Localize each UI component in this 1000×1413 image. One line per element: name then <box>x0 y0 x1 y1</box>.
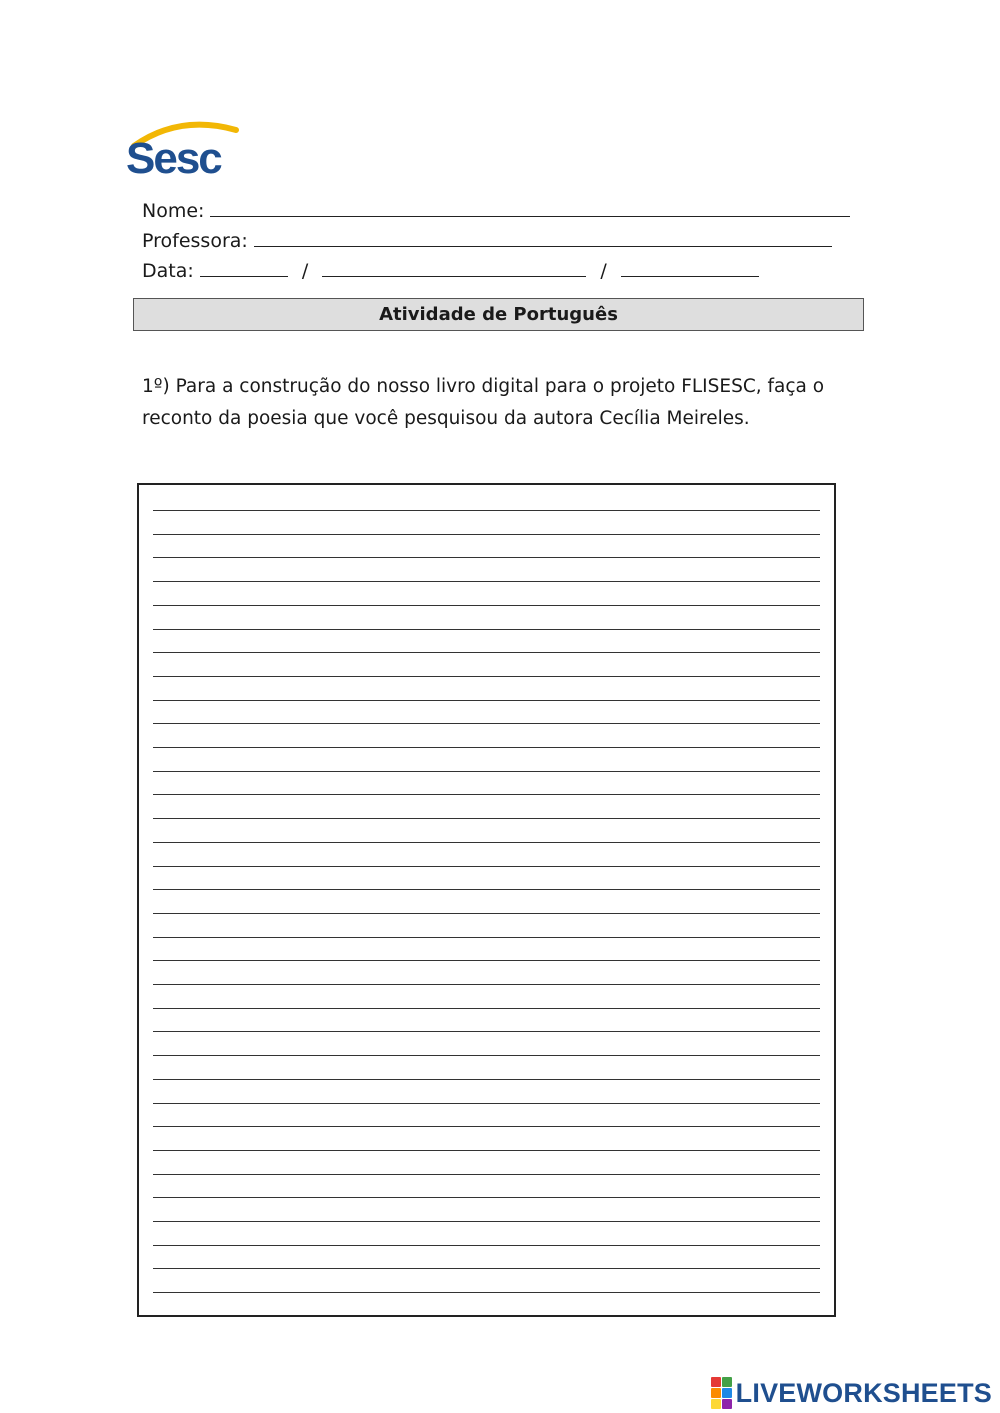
date-month-blank[interactable] <box>322 258 586 277</box>
date-separator: / <box>301 260 309 282</box>
answer-line[interactable] <box>153 1150 820 1151</box>
name-label: Nome: <box>142 200 205 222</box>
question-line-1: 1º) Para a construção do nosso livro digital para o projeto FLISESC, faça o <box>142 376 825 397</box>
answer-line[interactable] <box>153 818 820 819</box>
answer-line[interactable] <box>153 794 820 795</box>
question-line-2: reconto da poesia que você pesquisou da autora Cecília Meireles. <box>142 408 750 429</box>
answer-line[interactable] <box>153 676 820 677</box>
teacher-blank[interactable] <box>254 228 832 247</box>
liveworksheets-logo-icon <box>711 1377 732 1409</box>
answer-line[interactable] <box>153 913 820 914</box>
answer-line[interactable] <box>153 842 820 843</box>
question-text <box>142 371 862 435</box>
brand-tile <box>722 1399 732 1409</box>
answer-line[interactable] <box>153 889 820 890</box>
answer-line[interactable] <box>153 534 820 535</box>
answer-line[interactable] <box>153 1197 820 1198</box>
name-blank[interactable] <box>210 198 850 217</box>
answer-line[interactable] <box>153 747 820 748</box>
activity-title-bar <box>133 298 864 331</box>
answer-line[interactable] <box>153 984 820 985</box>
brand-tile <box>711 1399 721 1409</box>
date-field-row <box>142 258 759 283</box>
name-field-row <box>142 198 850 223</box>
answer-box[interactable] <box>137 483 836 1317</box>
brand-tile <box>711 1377 721 1387</box>
activity-title: Atividade de Português <box>379 304 618 325</box>
answer-line[interactable] <box>153 1055 820 1056</box>
answer-line[interactable] <box>153 1079 820 1080</box>
answer-line[interactable] <box>153 510 820 511</box>
answer-line[interactable] <box>153 1268 820 1269</box>
brand-tile <box>722 1388 732 1398</box>
answer-line[interactable] <box>153 1126 820 1127</box>
answer-line[interactable] <box>153 771 820 772</box>
sesc-logo-text: Sesc <box>126 134 221 180</box>
brand-tile <box>711 1388 721 1398</box>
answer-line[interactable] <box>153 629 820 630</box>
answer-line[interactable] <box>153 1292 820 1293</box>
answer-line[interactable] <box>153 1245 820 1246</box>
sesc-logo <box>124 116 242 180</box>
answer-line[interactable] <box>153 581 820 582</box>
answer-line[interactable] <box>153 605 820 606</box>
answer-line[interactable] <box>153 557 820 558</box>
answer-line[interactable] <box>153 960 820 961</box>
liveworksheets-brand <box>711 1377 992 1409</box>
answer-line[interactable] <box>153 1103 820 1104</box>
answer-line[interactable] <box>153 1031 820 1032</box>
sesc-logo-icon <box>124 116 242 180</box>
date-label: Data: <box>142 260 194 282</box>
date-year-blank[interactable] <box>621 258 759 277</box>
date-separator: / <box>600 260 607 282</box>
teacher-label: Professora: <box>142 230 248 252</box>
answer-line[interactable] <box>153 652 820 653</box>
answer-line[interactable] <box>153 1221 820 1222</box>
brand-tile <box>722 1377 732 1387</box>
answer-line[interactable] <box>153 866 820 867</box>
answer-line[interactable] <box>153 700 820 701</box>
date-day-blank[interactable] <box>200 258 288 277</box>
liveworksheets-text: LIVEWORKSHEETS <box>735 1377 992 1408</box>
answer-line[interactable] <box>153 723 820 724</box>
answer-line[interactable] <box>153 937 820 938</box>
teacher-field-row <box>142 228 832 253</box>
answer-line[interactable] <box>153 1008 820 1009</box>
answer-line[interactable] <box>153 1174 820 1175</box>
